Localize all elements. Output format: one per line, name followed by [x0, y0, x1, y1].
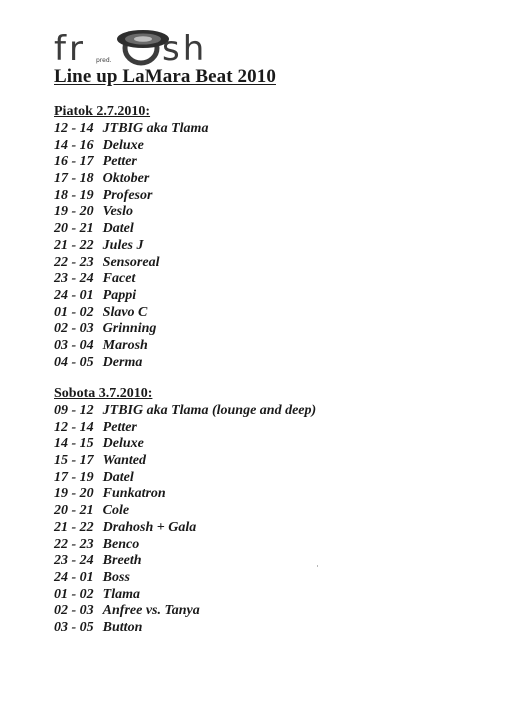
slot-time: 04 - 05 — [54, 354, 94, 370]
lineup-slot — [54, 188, 208, 205]
slot-artist: Grinning — [102, 321, 157, 337]
slot-time: 16 - 17 — [54, 154, 94, 170]
slot-time: 24 - 01 — [54, 287, 94, 303]
day-friday — [54, 103, 208, 371]
slot-artist: Button — [102, 619, 143, 635]
slot-time: 03 - 05 — [54, 619, 94, 635]
lineup-slot — [54, 171, 208, 188]
lineup-slot — [54, 570, 316, 587]
slot-time: 19 - 20 — [54, 204, 94, 220]
logo-word-left: fr — [54, 29, 86, 66]
slot-artist: Datel — [102, 221, 134, 237]
slot-artist: Jules J — [102, 237, 144, 253]
day-heading: Sobota 3.7.2010: — [54, 386, 153, 401]
lineup-slot — [54, 305, 208, 322]
logo-small-text: pred. — [96, 57, 112, 64]
slot-time: 18 - 19 — [54, 187, 94, 203]
slot-artist: JTBIG aka Tlama (lounge and deep) — [102, 403, 317, 418]
slot-artist: Boss — [102, 569, 130, 585]
slot-time: 22 - 23 — [54, 254, 94, 270]
lineup-slot — [54, 355, 208, 372]
document-title: Line up LaMara Beat 2010 — [54, 66, 276, 87]
slot-artist: Oktober — [102, 171, 150, 187]
lineup-slot — [54, 420, 316, 437]
slot-time: 20 - 21 — [54, 221, 94, 237]
slot-artist: Tlama — [102, 586, 141, 602]
slot-time: 23 - 24 — [54, 553, 94, 569]
lineup-slot — [54, 238, 208, 255]
slot-artist: Wanted — [102, 453, 146, 469]
lineup-slot — [54, 121, 208, 138]
fresh-logo — [54, 22, 234, 66]
slot-time: 17 - 19 — [54, 469, 94, 485]
fresh-logo-mark — [54, 22, 234, 66]
lineup-slot — [54, 470, 316, 487]
lineup-slot — [54, 138, 208, 155]
slot-artist: Sensoreal — [102, 254, 160, 270]
lineup-slot — [54, 486, 316, 503]
slot-time: 15 - 17 — [54, 453, 94, 469]
lineup-slot — [54, 537, 316, 554]
slot-artist: Petter — [102, 154, 137, 170]
lineup-slot — [54, 553, 316, 570]
slot-time: 01 - 02 — [54, 304, 94, 320]
slot-time: 03 - 04 — [54, 337, 94, 353]
slot-artist: Deluxe — [102, 436, 144, 452]
lineup-slot — [54, 255, 208, 272]
lineup-slot — [54, 520, 316, 537]
slot-artist: Funkatron — [102, 486, 166, 502]
slot-time: 17 - 18 — [54, 171, 94, 187]
slot-artist: Petter — [102, 419, 137, 435]
slot-artist: Veslo — [102, 204, 134, 220]
slot-time: 09 - 12 — [54, 403, 94, 418]
slot-time: 23 - 24 — [54, 271, 94, 287]
lineup-slot — [54, 321, 208, 338]
lineup-slot — [54, 603, 316, 620]
slot-time: 21 - 22 — [54, 237, 94, 253]
lineup-slot — [54, 453, 316, 470]
slot-time: 12 - 14 — [54, 419, 94, 435]
slot-time: 14 - 16 — [54, 137, 94, 153]
slot-artist: Anfree vs. Tanya — [102, 603, 200, 619]
slot-time: 24 - 01 — [54, 569, 94, 585]
lineup-slot — [54, 221, 208, 238]
slot-artist: Drahosh + Gala — [102, 519, 197, 535]
slot-artist: Facet — [102, 271, 136, 287]
slot-artist: Derma — [102, 354, 143, 370]
slot-artist: Pappi — [102, 287, 137, 303]
lineup-slot — [54, 154, 208, 171]
slot-time: 02 - 03 — [54, 321, 94, 337]
slot-time: 19 - 20 — [54, 486, 94, 502]
slot-artist: Deluxe — [102, 137, 144, 153]
slot-artist: Cole — [102, 503, 130, 519]
slot-time: 12 - 14 — [54, 121, 94, 136]
lineup-list — [54, 121, 208, 371]
slot-artist: Slavo C — [102, 304, 148, 320]
slot-artist: Breeth — [102, 553, 142, 569]
lineup-slot — [54, 204, 208, 221]
lineup-slot — [54, 288, 208, 305]
slot-artist: Marosh — [102, 337, 148, 353]
lineup-slot — [54, 436, 316, 453]
lineup-slot — [54, 620, 316, 637]
lineup-slot — [54, 503, 316, 520]
lineup-slot — [54, 403, 316, 420]
slot-time: 02 - 03 — [54, 603, 94, 619]
slot-time: 21 - 22 — [54, 519, 94, 535]
day-heading: Piatok 2.7.2010: — [54, 104, 151, 119]
slot-time: 20 - 21 — [54, 503, 94, 519]
scan-speck — [317, 565, 318, 567]
slot-time: 22 - 23 — [54, 536, 94, 552]
lineup-slot — [54, 271, 208, 288]
slot-artist: Benco — [102, 536, 140, 552]
slot-time: 01 - 02 — [54, 586, 94, 602]
slot-artist: Datel — [102, 469, 134, 485]
lineup-list — [54, 403, 316, 637]
slot-artist: Profesor — [102, 187, 153, 203]
day-saturday — [54, 385, 316, 637]
lineup-slot — [54, 338, 208, 355]
lineup-slot — [54, 587, 316, 604]
logo-word-right: sh — [162, 29, 208, 66]
slot-time: 14 - 15 — [54, 436, 94, 452]
slot-artist: JTBIG aka Tlama — [102, 121, 209, 136]
